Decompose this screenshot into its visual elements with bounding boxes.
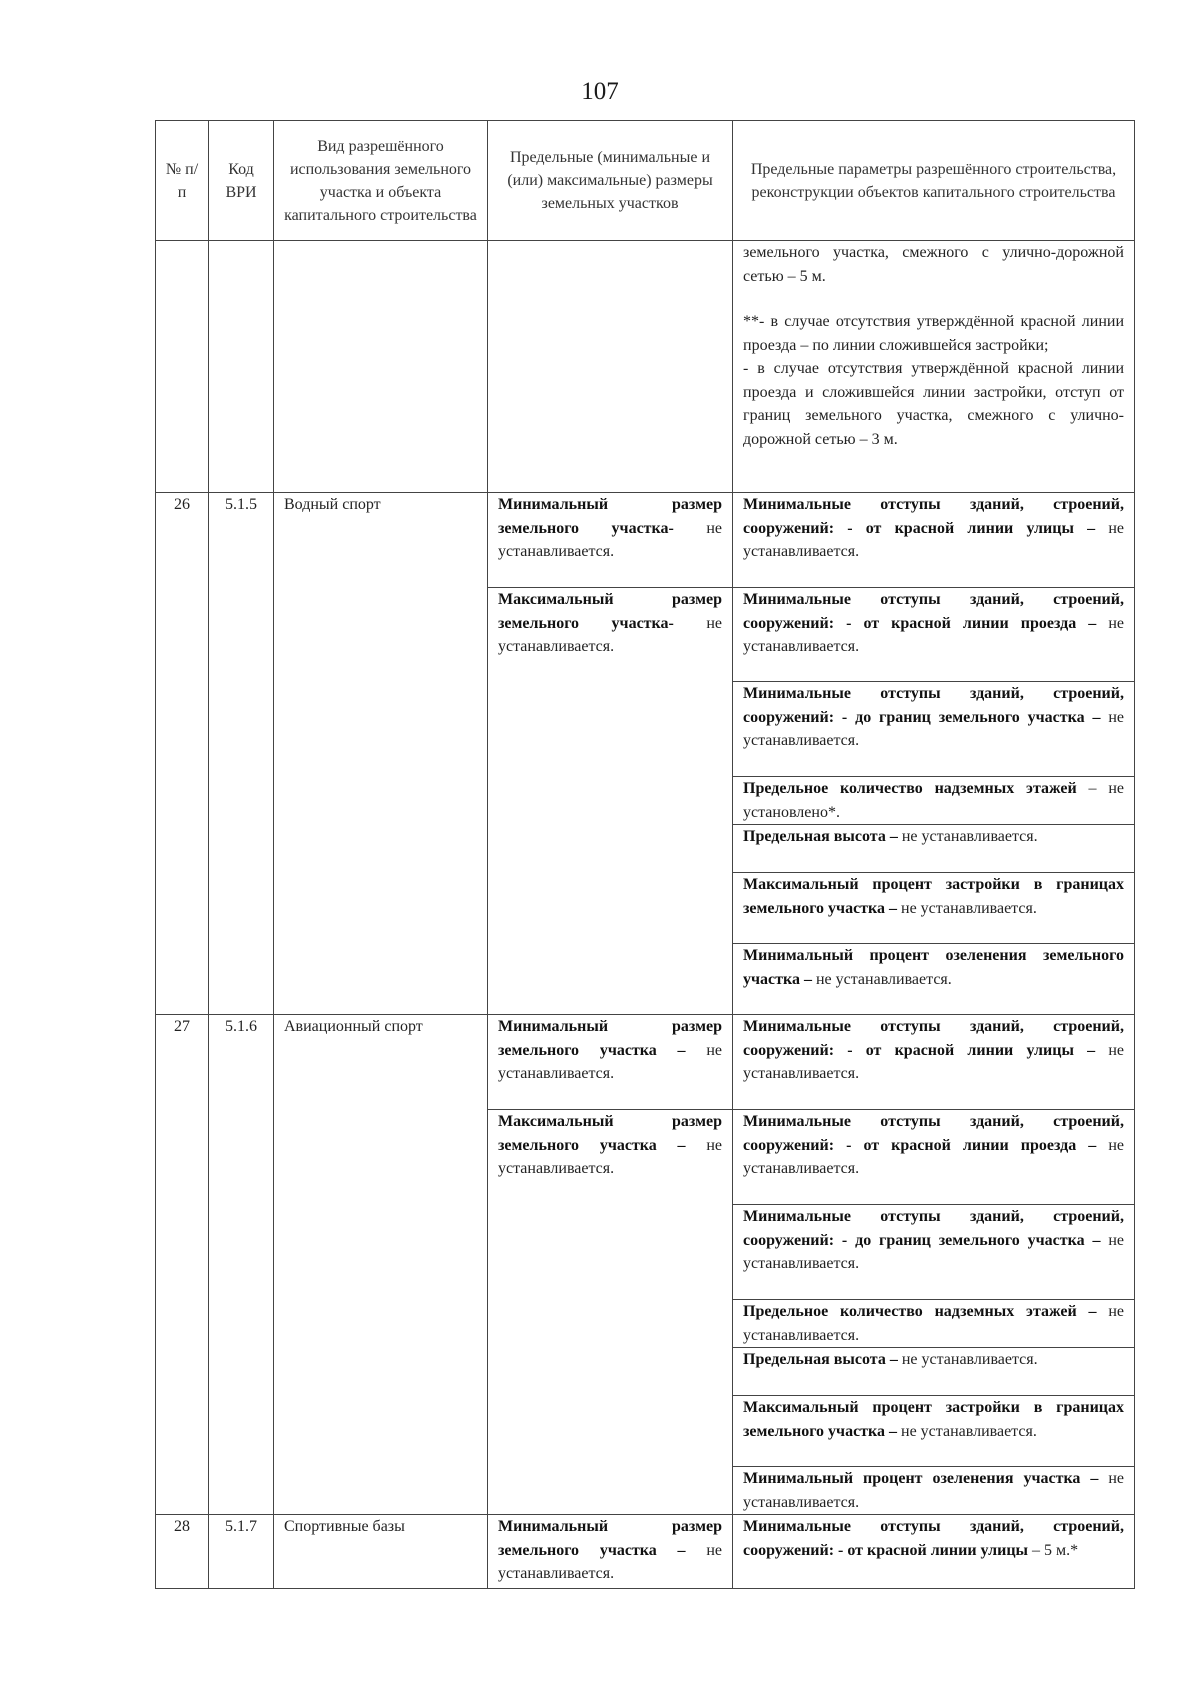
cell-min-size <box>488 1015 733 1110</box>
cell-param <box>733 1110 1135 1205</box>
regulations-table <box>155 120 1135 1589</box>
min-size-value: не устанавливается. <box>498 519 722 560</box>
cell-param <box>733 1348 1135 1396</box>
param-label: Предельное количество надземных этажей <box>743 780 1077 797</box>
page-number: 107 <box>581 78 619 105</box>
cell-param <box>733 1396 1135 1467</box>
param-value: не устанавливается. <box>743 1231 1124 1272</box>
header-size: Предельные (минимальные и (или) максимальные) размеры земельных участков <box>488 121 733 241</box>
cell-param <box>733 1467 1135 1515</box>
min-size-label: Минимальный размер земельного участка – <box>498 1518 722 1559</box>
param-value: не устанавливается. <box>897 828 1038 845</box>
param-value: не устанавливается. <box>743 1470 1124 1511</box>
cell-param <box>733 1205 1135 1300</box>
param-label: Минимальные отступы зданий, строений, сооружений: - от красной линии проезда – <box>743 591 1124 632</box>
continuation-note: **- в случае отсутствия утверждённой красной линии проезда – по линии сложившейся застройки; <box>743 313 1124 354</box>
table-row <box>156 493 1135 588</box>
param-value: не устанавливается. <box>897 1422 1037 1440</box>
cell-kind: Спортивные базы <box>274 1515 488 1589</box>
max-size-label: Максимальный размер земельного участка – <box>498 1113 722 1154</box>
continuation-line: - в случае отсутствия утверждённой красной линии проезда и сложившейся линии застройки, отступ от границ земельного участка, смежного с улично-дорожной сетью – 3 м. <box>743 360 1124 448</box>
param-value: не устанавливается. <box>743 1136 1124 1177</box>
cell-kind: Водный спорт <box>274 493 488 1015</box>
cell-kind <box>274 241 488 493</box>
table-header-row <box>156 121 1135 241</box>
cell-param <box>733 493 1135 588</box>
param-label: Минимальный процент озеленения земельного участка – <box>743 947 1124 988</box>
param-label: Минимальные отступы зданий, строений, сооружений: - от красной линии улицы – <box>743 496 1124 537</box>
cell-param <box>733 1015 1135 1110</box>
cell-max-size <box>488 1110 733 1515</box>
cell-param <box>733 682 1135 777</box>
param-label: Предельное количество надземных этажей – <box>743 1303 1097 1320</box>
table-row <box>156 1515 1135 1589</box>
cell-param <box>733 1300 1135 1348</box>
header-kind: Вид разрешённого использования земельного участка и объекта капитального строительства <box>274 121 488 241</box>
cell-param <box>733 825 1135 873</box>
cell-param <box>733 1515 1135 1589</box>
continuation-line: земельного участка, смежного с улично-дорожной сетью – 5 м. <box>743 244 1124 285</box>
cell-max-size <box>488 588 733 1015</box>
param-value: не устанавливается. <box>743 614 1124 655</box>
param-label: Минимальные отступы зданий, строений, сооружений: - до границ земельного участка – <box>743 1208 1124 1249</box>
param-label: Минимальные отступы зданий, строений, сооружений: - от красной линии проезда – <box>743 1113 1124 1154</box>
param-label: Предельная высота – <box>743 1351 898 1368</box>
param-label: Максимальный процент застройки в границах земельного участка – <box>743 876 1124 917</box>
cell-num: 26 <box>156 493 209 1015</box>
cell-code: 5.1.7 <box>209 1515 274 1589</box>
cell-num <box>156 241 209 493</box>
param-value: не устанавливается. <box>743 519 1125 560</box>
param-value: не устанавливается. <box>897 1351 1038 1368</box>
param-label: Предельная высота – <box>743 828 898 845</box>
param-label: Минимальный процент озеленения участка – <box>743 1470 1099 1487</box>
param-label: Минимальные отступы зданий, строений, сооружений: - от красной линии улицы <box>743 1518 1124 1559</box>
param-value: не устанавливается. <box>743 708 1124 749</box>
cell-code: 5.1.6 <box>209 1015 274 1515</box>
param-value: – не установлено*. <box>743 780 1124 821</box>
param-value: не устанавливается. <box>897 899 1037 917</box>
min-size-value: не устанавливается. <box>498 1541 722 1582</box>
cell-param <box>733 588 1135 682</box>
cell-param <box>733 944 1135 1015</box>
param-value: не устанавливается. <box>743 1303 1124 1344</box>
max-size-value: не устанавливается. <box>498 1136 722 1177</box>
param-value: не устанавливается. <box>743 1041 1125 1082</box>
max-size-label: Максимальный размер земельного участка- <box>498 591 722 632</box>
header-code: Код ВРИ <box>209 121 274 241</box>
header-params: Предельные параметры разрешённого строительства, реконструкции объектов капитального строительства <box>733 121 1135 241</box>
param-label: Минимальные отступы зданий, строений, сооружений: - от красной линии улицы – <box>743 1018 1124 1059</box>
cell-code: 5.1.5 <box>209 493 274 1015</box>
param-value: – 5 м.* <box>1028 1541 1079 1559</box>
cell-min-size <box>488 493 733 588</box>
min-size-value: не устанавливается. <box>498 1041 722 1082</box>
cell-param <box>733 873 1135 944</box>
cell-code <box>209 241 274 493</box>
table-row-continuation <box>156 241 1135 493</box>
cell-size <box>488 241 733 493</box>
max-size-value: не устанавливается. <box>498 614 722 655</box>
param-value: не устанавливается. <box>811 970 952 988</box>
cell-kind: Авиационный спорт <box>274 1015 488 1515</box>
cell-min-size <box>488 1515 733 1589</box>
param-label: Минимальные отступы зданий, строений, сооружений: - до границ земельного участка – <box>743 685 1124 726</box>
cell-num: 27 <box>156 1015 209 1515</box>
cell-num: 28 <box>156 1515 209 1589</box>
header-num: № п/п <box>156 121 209 241</box>
min-size-label: Минимальный размер земельного участка- <box>498 496 722 537</box>
param-label: Максимальный процент застройки в границах земельного участка – <box>743 1399 1124 1440</box>
cell-param <box>733 777 1135 825</box>
cell-params-continuation <box>733 241 1135 493</box>
table-row <box>156 1015 1135 1110</box>
min-size-label: Минимальный размер земельного участка – <box>498 1018 722 1059</box>
